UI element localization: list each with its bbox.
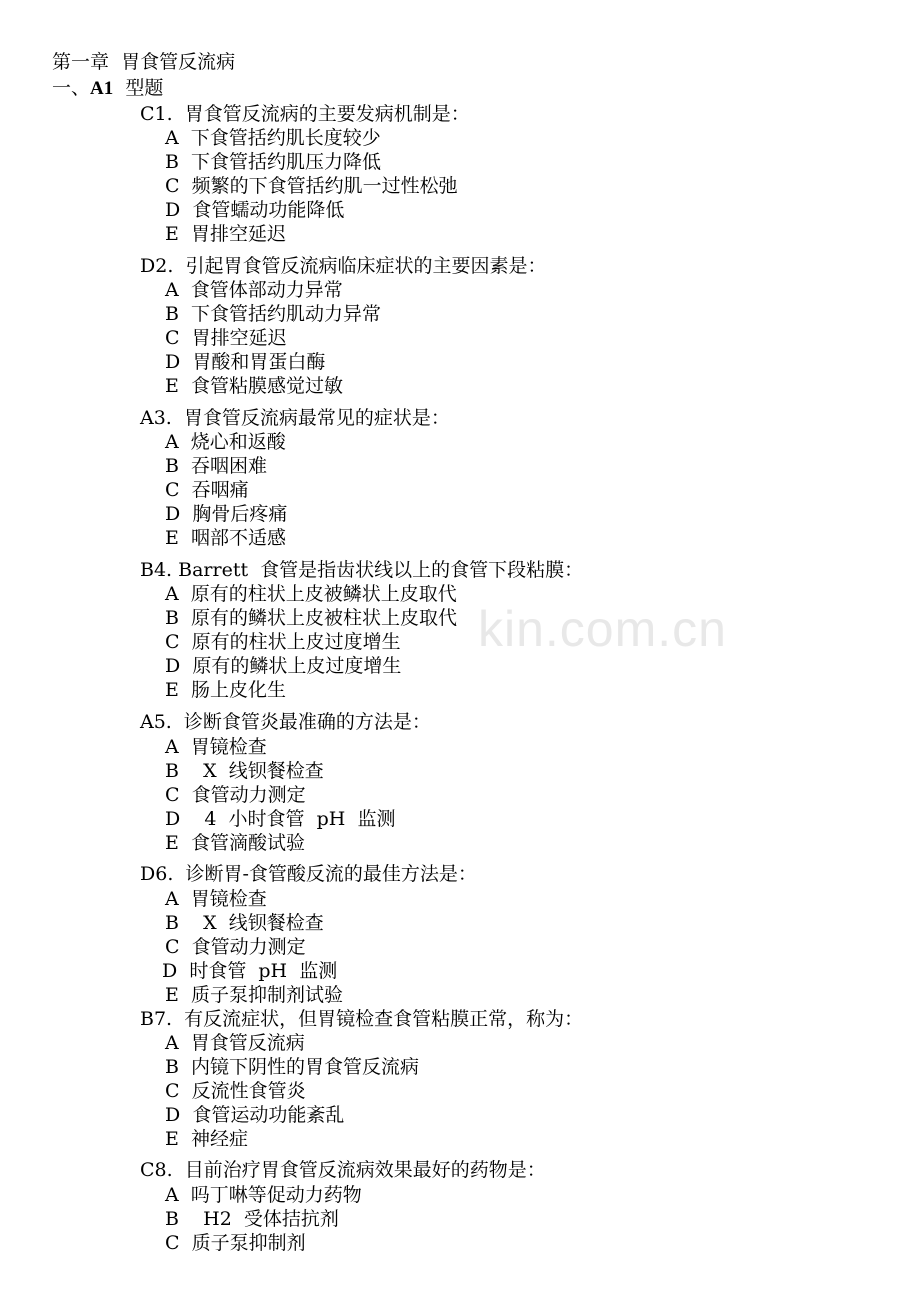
question-option: E 胃排空延迟 (165, 223, 286, 245)
watermark: kin.com.cn (478, 601, 727, 657)
question-option: A 烧心和返酸 (165, 431, 286, 453)
question-option: D 胃酸和胃蛋白酶 (165, 351, 326, 373)
section-prefix: 一、 (52, 77, 91, 99)
question-stem: B7. 有反流症状，但胃镜检查食管粘膜正常，称为： (140, 1008, 584, 1030)
question-option: C 频繁的下食管括约肌一过性松弛 (165, 175, 458, 197)
question-stem: B4. Barrett 食管是指齿状线以上的食管下段粘膜： (140, 559, 584, 581)
question-option: C 食管动力测定 (165, 936, 306, 958)
section-heading (52, 76, 163, 101)
question-stem: C8. 目前治疗胃食管反流病效果最好的药物是： (140, 1159, 546, 1181)
question-option: C 食管动力测定 (165, 784, 306, 806)
question-option: A 食管体部动力异常 (165, 279, 343, 301)
question-option: E 咽部不适感 (165, 527, 286, 549)
question-option: B 下食管括约肌动力异常 (165, 303, 382, 325)
question-option: A 原有的柱状上皮被鳞状上皮取代 (165, 583, 457, 605)
question-option: E 食管粘膜感觉过敏 (165, 375, 343, 397)
question-option: B 内镜下阴性的胃食管反流病 (165, 1056, 420, 1078)
question-option: C 原有的柱状上皮过度增生 (165, 631, 401, 653)
question-option: D 原有的鳞状上皮过度增生 (165, 655, 402, 677)
question-stem: C1. 胃食管反流病的主要发病机制是： (140, 103, 470, 125)
question-option: E 神经症 (165, 1128, 248, 1150)
question-option: E 食管滴酸试验 (165, 832, 305, 854)
section-suffix: 型题 (113, 77, 164, 99)
question-option: D 4 小时食管 pH 监测 (165, 808, 396, 830)
question-option: C 反流性食管炎 (165, 1080, 306, 1102)
question-option: A 胃食管反流病 (165, 1032, 305, 1054)
question-option: E 肠上皮化生 (165, 679, 286, 701)
question-option: B 原有的鳞状上皮被柱状上皮取代 (165, 607, 458, 629)
question-option: B 下食管括约肌压力降低 (165, 151, 382, 173)
question-option: C 吞咽痛 (165, 479, 249, 501)
question-option: D 食管蠕动功能降低 (165, 199, 345, 221)
question-option: A 胃镜检查 (165, 888, 267, 910)
question-option: E 质子泵抑制剂试验 (165, 984, 343, 1006)
question-option: A 胃镜检查 (165, 736, 267, 758)
question-option: B X 线钡餐检查 (165, 760, 324, 782)
question-option: B H2 受体拮抗剂 (165, 1208, 339, 1230)
question-option: D 食管运动功能紊乱 (165, 1104, 345, 1126)
question-stem: A5. 诊断食管炎最准确的方法是： (140, 711, 431, 733)
question-option: C 质子泵抑制剂 (165, 1232, 306, 1254)
question-option: D 胸骨后疼痛 (165, 503, 288, 525)
question-stem: A3. 胃食管反流病最常见的症状是： (140, 407, 450, 429)
question-option: A 吗丁啉等促动力药物 (165, 1184, 362, 1206)
question-stem: D6. 诊断胃-食管酸反流的最佳方法是： (140, 863, 477, 885)
question-option: B X 线钡餐检查 (165, 912, 324, 934)
question-stem: D2. 引起胃食管反流病临床症状的主要因素是： (140, 255, 547, 277)
question-option: C 胃排空延迟 (165, 327, 287, 349)
question-option: A 下食管括约肌长度较少 (165, 127, 381, 149)
section-type-code: A1 (90, 78, 114, 99)
chapter-title: 第一章 胃食管反流病 (52, 51, 236, 73)
question-option: D 时食管 pH 监测 (162, 960, 338, 982)
question-option: B 吞咽困难 (165, 455, 268, 477)
